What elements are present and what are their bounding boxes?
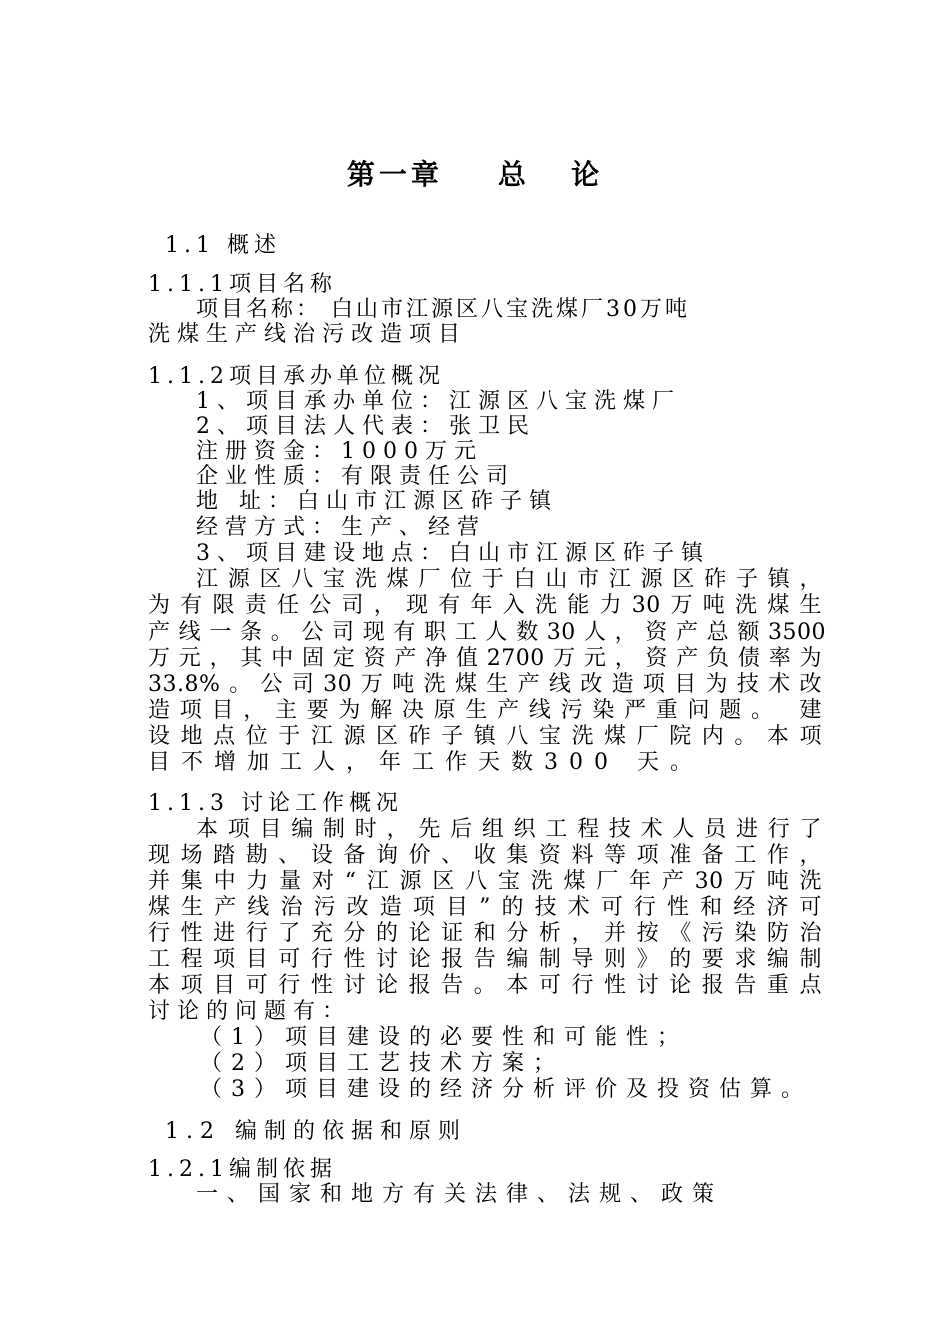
org-paragraph-line-7: 设地点位于江源区砟子镇八宝洗煤厂院内。本项 [148,724,822,749]
org-item-6: 经营方式：生产、经营 [196,515,487,540]
issue-item-1: （1）项目建设的必要性和可能性； [200,1025,688,1050]
section-heading-1-1: 1.1 概述 [165,233,281,258]
work-paragraph-line-1: 本项目编制时，先后组织工程技术人员进行了 [196,817,822,842]
section-heading-1-2: 1.2 编制的依据和原则 [165,1119,467,1144]
issue-item-3: （3）项目建设的经济分析评价及投资估算。 [200,1077,812,1102]
org-item-5: 地 址：白山市江源区砟子镇 [196,489,558,514]
org-item-4: 企业性质：有限责任公司 [196,464,516,489]
work-paragraph-line-2: 现场踏勘、设备询价、收集资料等项准备工作， [148,843,822,868]
project-name-line-1: 项目名称： 白山市江源区八宝洗煤厂30万吨 [196,297,690,322]
work-paragraph-line-6: 工程项目可行性讨论报告编制导则》的要求编制 [148,947,822,972]
work-paragraph-line-4: 煤生产线治污改造项目”的技术可行性和经济可 [148,895,822,920]
work-paragraph-line-3: 并集中力量对“江源区八宝洗煤厂年产30万吨洗 [148,869,822,894]
org-paragraph-line-1: 江源区八宝洗煤厂位于白山市江源区砟子镇， [196,567,822,592]
work-paragraph-line-8: 讨论的问题有： [148,999,352,1024]
org-item-3: 注册资金：1000万元 [196,439,483,464]
org-paragraph-line-4: 万元，其中固定资产净值2700万元，资产负债率为 [148,646,822,671]
section-heading-1-2-1: 1.2.1编制依据 [148,1157,337,1182]
chapter-title: 第一章 总 论 [346,158,604,191]
work-paragraph-line-5: 行性进行了充分的论证和分析，并按《污染防治 [148,921,822,946]
basis-line-1: 一、国家和地方有关法律、法规、政策 [196,1182,724,1207]
org-paragraph-line-8: 目不增加工人，年工作天数300 天。 [148,750,703,775]
org-paragraph-line-3: 产线一条。公司现有职工人数30人，资产总额3500 [148,620,826,645]
org-item-2: 2、项目法人代表：张卫民 [196,414,536,439]
org-item-1: 1、项目承办单位：江源区八宝洗煤厂 [196,389,681,414]
org-paragraph-line-2: 为有限责任公司，现有年入洗能力30万吨洗煤生 [148,593,822,618]
section-heading-1-1-2: 1.1.2项目承办单位概况 [148,364,445,389]
section-heading-1-1-3: 1.1.3 讨论工作概况 [148,791,403,816]
issue-item-2: （2）项目工艺技术方案； [200,1051,564,1076]
org-item-7: 3、项目建设地点：白山市江源区砟子镇 [196,541,710,566]
org-paragraph-line-5: 33.8%。公司30万吨洗煤生产线改造项目为技术改 [148,672,822,697]
section-heading-1-1-1: 1.1.1项目名称 [148,272,337,297]
work-paragraph-line-7: 本项目可行性讨论报告。本可行性讨论报告重点 [148,973,822,998]
org-paragraph-line-6: 造项目，主要为解决原生产线污染严重问题。 建 [148,698,822,723]
project-name-line-2: 洗煤生产线治污改造项目 [148,322,468,347]
